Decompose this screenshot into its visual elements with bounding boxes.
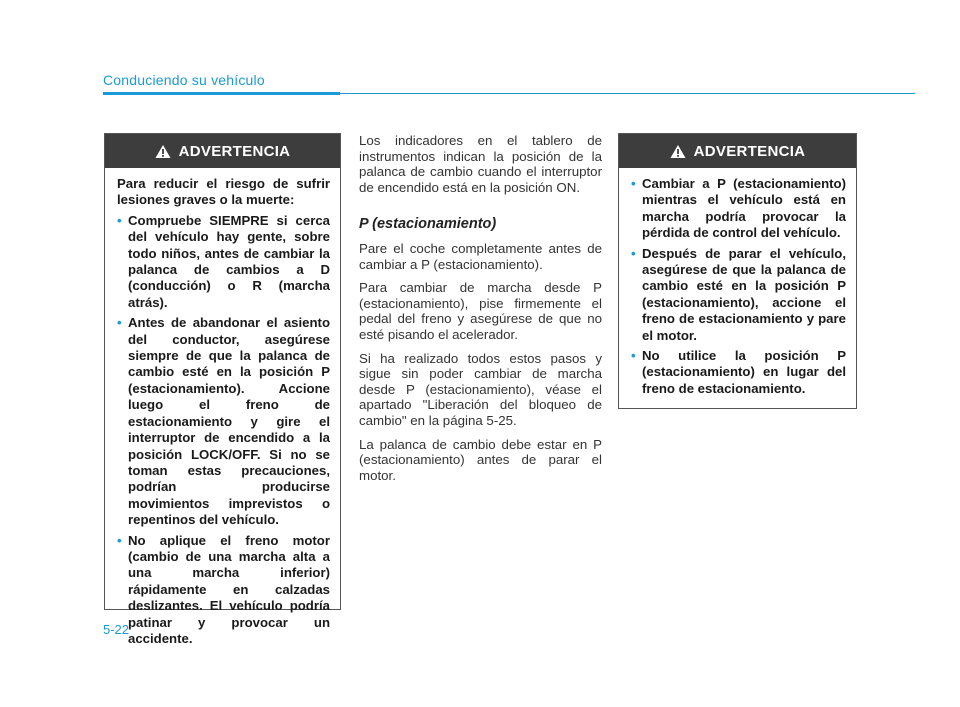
right-warning-box [618,133,857,409]
list-item: • Después de parar el vehículo, asegúrese de que la palanca de cambio esté en la posición P (estacionamiento), accione el freno de estacionamiento y pare el motor. [631,246,846,344]
left-warning-intro: Para reducir el riesgo de sufrir lesiones graves o la muerte: [117,176,330,208]
paragraph: Pare el coche completamente antes de cambiar a P (estacionamiento). [359,240,602,272]
right-warning-title: ADVERTENCIA [693,142,806,160]
left-warning-list [117,213,330,648]
main-text-column [359,133,602,491]
paragraph: Para cambiar de marcha desde P (estacionamiento), pise firmemente el pedal del freno y asegúrese de que no esté pisando el acelerador. [359,280,602,342]
list-item: • No utilice la posición P (estacionamiento) en lugar del freno de estacionamiento. [631,348,846,397]
header-rule-thick [103,92,340,95]
list-item: • No aplique el freno motor (cambio de una marcha alta a una marcha inferior) rápidamente en calzadas deslizantes. El vehículo podría patinar y provocar un accidente. [117,533,330,648]
paragraph: La palanca de cambio debe estar en P (estacionamiento) antes de parar el motor. [359,436,602,483]
list-item: • Cambiar a P (estacionamiento) mientras el vehículo está en marcha podría provocar la pérdida de control del vehículo. [631,176,846,242]
right-warning-header [619,134,856,168]
warning-triangle-icon [155,144,171,159]
right-warning-body [619,168,856,409]
page-number: 5-22 [103,622,130,637]
list-item: • Antes de abandonar el asiento del conductor, asegúrese siempre de que la palanca de cambio esté en la posición P (estacionamiento). Accione luego el freno de estacionamiento y gire el interruptor de encendido a la posición LOCK/OFF. Si no se toman estas precauciones, podrían producirse movimientos imprevistos o repentinos del vehículo. [117,315,330,528]
park-subheading: P (estacionamiento) [359,216,497,233]
left-warning-body [105,168,340,659]
main-intro-paragraph: Los indicadores en el tablero de instrumentos indican la posición de la palanca de cambio cuando el interruptor de encendido está en la posición ON. [359,133,602,195]
list-item: • Compruebe SIEMPRE si cerca del vehículo hay gente, sobre todo niños, antes de cambiar la palanca de cambios a D (conducción) o R (marcha atrás). [117,213,330,311]
header-rule-thin [340,93,915,94]
warning-triangle-icon [670,144,686,159]
right-warning-list [631,176,846,397]
section-title: Conduciendo su vehículo [103,72,265,88]
paragraph: Si ha realizado todos estos pasos y sigue sin poder cambiar de marcha desde P (estacionamiento), véase el apartado "Liberación del bloqueo de cambio" en la página 5-25. [359,350,602,428]
left-warning-title: ADVERTENCIA [178,142,291,160]
left-warning-header [105,134,340,168]
